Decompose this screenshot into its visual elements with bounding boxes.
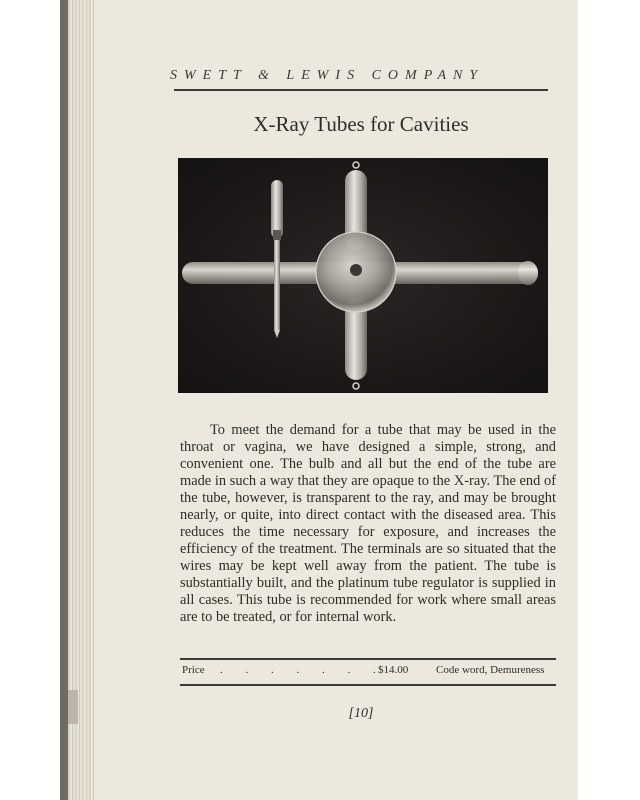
page-number: [10] (348, 706, 374, 721)
price-amount: $14.00 (378, 664, 409, 676)
x-ray-tube-illustration (178, 158, 548, 393)
price-label: Price (182, 664, 205, 676)
description-text (180, 422, 556, 626)
running-header: SWETT & LEWIS COMPANY (170, 68, 485, 83)
book-binding (60, 0, 68, 800)
description-paragraph: To meet the demand for a tube that may be used in the throat or vagina, we have designed a simple, strong, and convenient one. The bulb and all but the end of the tube are made in such a way that they are opaque to the X-ray. The end of the tube, however, is transparent to the ray, and may be brought nearly, or quite, into direct contact with the diseased area. This reduces the time necessary for exposure, and increases the efficiency of the treatment. The terminals are so situated that the wires may be kept well away from the patient. The tube is substantially built, and the platinum tube regulator is supplied in all cases. This tube is recommended for work where small areas are to be treated, or for internal work. (180, 422, 556, 625)
page-edges (68, 0, 94, 800)
price-rule-bottom (180, 684, 556, 686)
page-title: X-Ray Tubes for Cavities (253, 112, 469, 136)
x-ray-tube-photo (178, 158, 548, 393)
page-tab (68, 690, 78, 724)
header-rule (174, 89, 548, 91)
price-rule-top (180, 658, 556, 660)
price-leader-dots: . . . . . . . (220, 664, 386, 676)
code-word: Code word, Demureness (436, 664, 545, 676)
